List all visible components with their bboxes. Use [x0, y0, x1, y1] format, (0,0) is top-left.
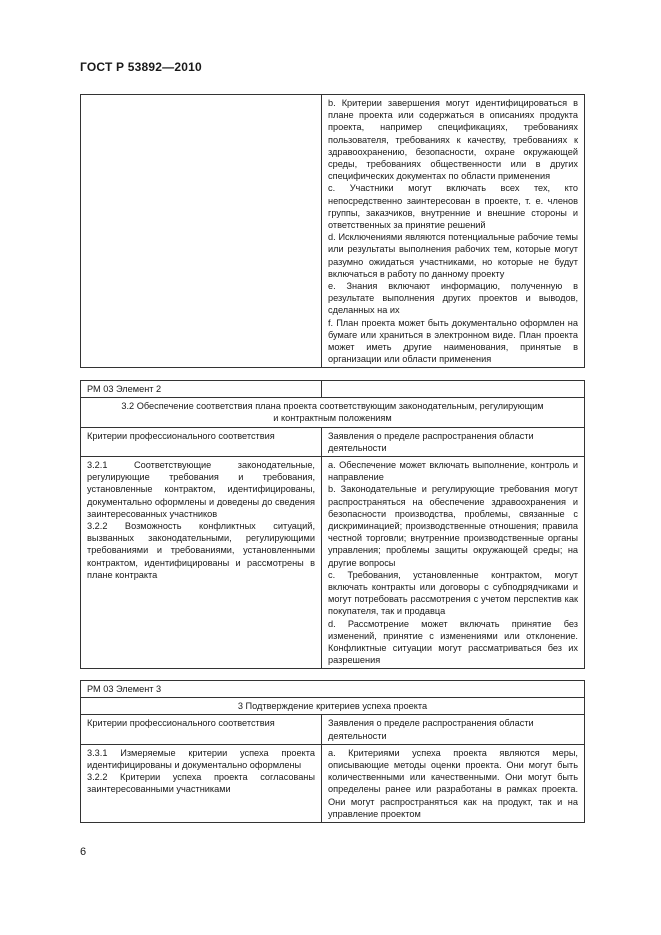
- criteria-cell: [81, 457, 322, 669]
- column-header-criteria: Критерии профессионального соответствия: [81, 427, 322, 456]
- table-row: [81, 715, 585, 744]
- statement-c: c. Участники могут включать всех тех, кто непосредственно заинтересован в проекте, т. е. членов группы, заказчиков, внутренние и внешние стороны и ответственных за принятие решений: [328, 183, 578, 231]
- statement-a: a. Критериями успеха проекта являются меры, описывающие методы оценки проекта. Они могут быть количественными или качественными. Они могут быть определены ранее или разработаны в рамках проекта. Они могут распространяться как на продукт, так и на управление проектом: [328, 747, 578, 819]
- statement-b: b. Законодательные и регулирующие требования могут распространяться на обеспечение здравоохранения и безопасности производства, проблемы, связанные с дискриминацией; производственные отношения; правила честной торговли; внутренние производственные органы управления; проблемы защиты окружающей среды; на другие вопросы: [328, 484, 578, 568]
- table-row: [81, 427, 585, 456]
- criterion-3-2-2: 3.2.2 Возможность конфликтных ситуаций, вызванных законодательными, регулирующими требованиями и требованиями, установленными контрактом, идентифицированы и рассмотрены в плане контракта: [87, 521, 315, 580]
- scope-statements-cell: [322, 95, 585, 368]
- column-header-criteria: Критерии профессионального соответствия: [81, 715, 322, 744]
- criterion-3-2-2: 3.2.2 Критерии успеха проекта согласованы заинтересованными участниками: [87, 772, 315, 795]
- section-title: 3.2 Обеспечение соответствия плана проекта соответствующим законодательным, регулирующим и контрактным положениям: [81, 398, 585, 427]
- scope-statements-cell: [322, 457, 585, 669]
- table-element-3: [80, 680, 585, 823]
- criteria-cell: [81, 744, 322, 822]
- statement-d: d. Рассмотрение может включать принятие без изменений, принятие с изменениями или отклонение. Конфликтные ситуации могут рассматриваться без их разрешения: [328, 618, 578, 666]
- element-id: РМ 03 Элемент 3: [81, 681, 585, 698]
- criterion-3-3-1: 3.3.1 Измеряемые критерии успеха проекта идентифицированы и документально оформлены: [87, 747, 315, 771]
- element-id: РМ 03 Элемент 2: [81, 381, 322, 398]
- column-header-scope: Заявления о пределе распространения области деятельности: [322, 715, 585, 744]
- statement-d: d. Исключениями являются потенциальные рабочие темы или результаты выполнения рабочих тем, которые могут разумно ожидаться участниками, но которые не будут включаться в работу по данному проекту: [328, 232, 578, 279]
- table-element-2: [80, 380, 585, 669]
- table-row: [81, 381, 585, 398]
- scope-statements-cell: [322, 744, 585, 822]
- statement-a: a. Обеспечение может включать выполнение, контроль и направление: [328, 460, 578, 483]
- table-row: [81, 398, 585, 427]
- section-title: 3 Подтверждение критериев успеха проекта: [81, 698, 585, 715]
- table-row: [81, 681, 585, 698]
- table-row: [81, 744, 585, 822]
- criterion-3-2-1: 3.2.1 Соответствующие законодательные, регулирующие требования и требования, установленные контрактом, идентифицированы, документально оформлены и доведены до сведения заинтересованных участников: [87, 460, 315, 519]
- empty-left-cell: [81, 95, 322, 368]
- page-number: 6: [80, 846, 87, 858]
- statement-e: e. Знания включают информацию, полученную в результате выполнения других проектов и выводов, сделанных на их: [328, 281, 578, 316]
- table-row: [81, 698, 585, 715]
- statement-c: c. Требования, установленные контрактом, могут включать контракты или договоры с субподрядчиками и могут потребовать рассмотрения с учетом перспектив как покупателя, так и продавца: [328, 569, 578, 617]
- statement-f: f. План проекта может быть документально оформлен на бумаге или храниться в электронном виде. План проекта может иметь другие наименования, принятые в организации или области применения: [328, 317, 578, 365]
- column-header-scope: Заявления о пределе распространения области деятельности: [322, 427, 585, 456]
- statement-b: b. Критерии завершения могут идентифицироваться в плане проекта или содержаться в описаниях продукта проекта, например спецификациях, требованиях пользователя, требованиях к качеству, требованиях к здравоохранению, безопасности, охране окружающей среды, требованиях общественности или в других специфических документах по области применения: [328, 98, 578, 182]
- table-continuation: [80, 94, 585, 368]
- table-row: [81, 95, 585, 368]
- empty-cell: [322, 381, 585, 398]
- table-row: [81, 457, 585, 669]
- document-header: ГОСТ Р 53892—2010: [80, 60, 202, 74]
